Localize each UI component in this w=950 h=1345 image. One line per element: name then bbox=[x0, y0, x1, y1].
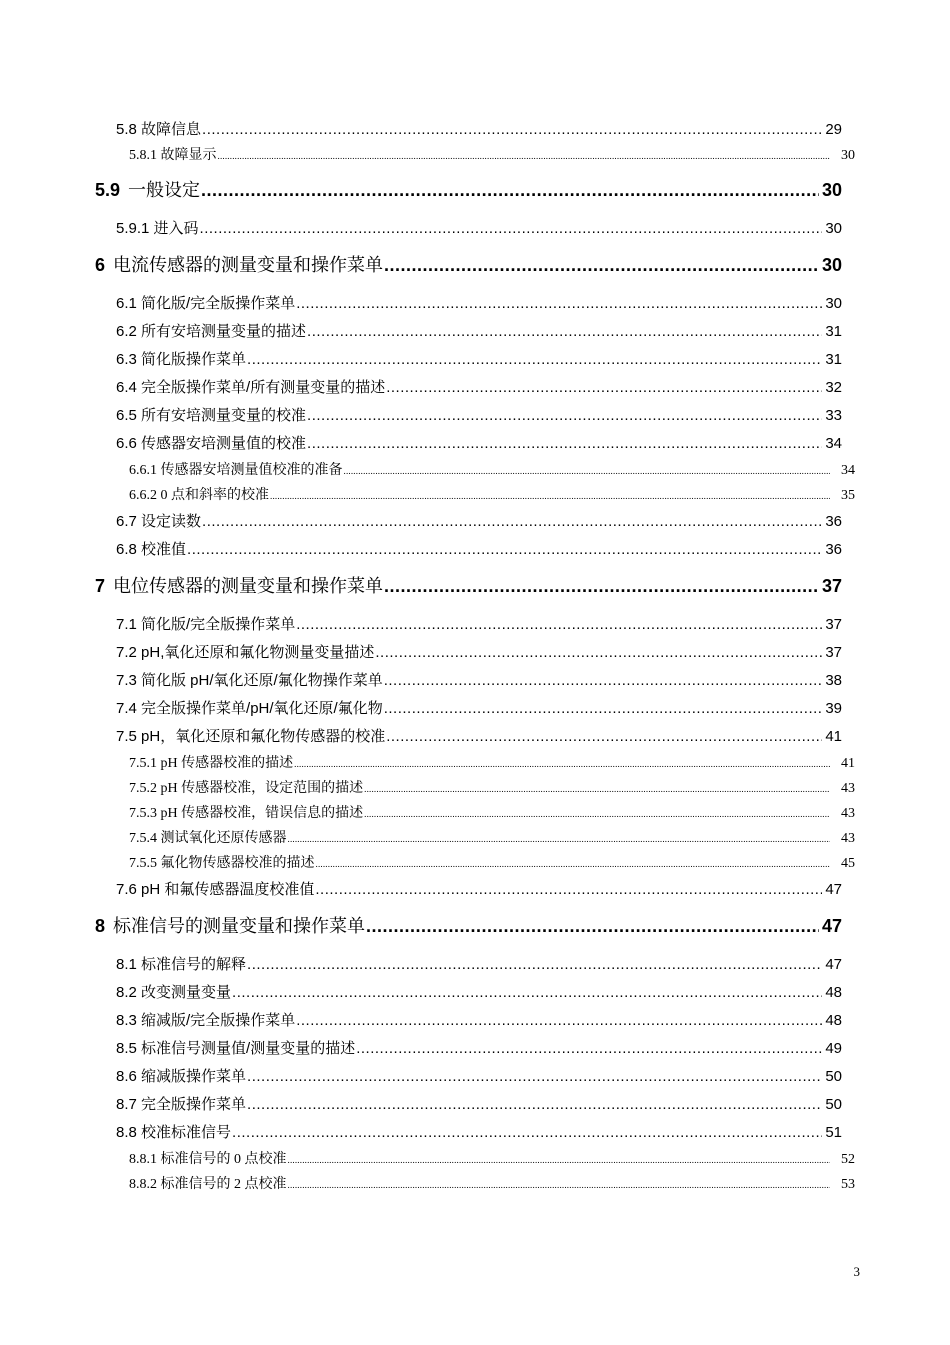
toc-entry-6-7[interactable] bbox=[116, 510, 842, 530]
toc-page-number: 48 bbox=[825, 984, 842, 1001]
toc-page-number: 47 bbox=[821, 916, 842, 936]
toc-page-number: 47 bbox=[825, 881, 842, 898]
toc-page-number: 43 bbox=[841, 781, 855, 796]
toc-leader bbox=[187, 541, 822, 558]
toc-page-number: 41 bbox=[825, 728, 842, 745]
toc-page-number: 50 bbox=[825, 1096, 842, 1113]
toc-entry-label: 5.9.1 进入码 bbox=[116, 220, 199, 237]
toc-leader bbox=[202, 513, 822, 530]
toc-entry-label: 6.8 校准值 bbox=[116, 541, 187, 558]
toc-entry-label: 5.8.1 故障显示 bbox=[129, 148, 217, 163]
toc-leader bbox=[384, 672, 823, 689]
toc-entry-label: 6.2 所有安培测量变量的描述 bbox=[116, 323, 307, 340]
toc-page-number: 36 bbox=[825, 541, 842, 558]
toc-entry-7-6[interactable] bbox=[116, 878, 842, 898]
toc-leader bbox=[200, 220, 823, 237]
toc-entry-6-6-1[interactable] bbox=[129, 459, 855, 477]
toc-entry-8-3[interactable] bbox=[116, 1009, 842, 1029]
toc-page-number: 32 bbox=[825, 379, 842, 396]
toc-leader bbox=[247, 956, 822, 973]
toc-entry-label: 7.5.4 测试氧化还原传感器 bbox=[129, 831, 287, 846]
toc-entry-label: 7.2 pH,氧化还原和氟化物测量变量描述 bbox=[116, 644, 375, 661]
toc-page-number: 34 bbox=[841, 463, 855, 478]
toc-entry-6-6[interactable] bbox=[116, 432, 842, 452]
toc-page-number: 30 bbox=[841, 148, 855, 163]
toc-section-number: 5.9 bbox=[95, 180, 121, 200]
toc-entry-label: 5.8 故障信息 bbox=[116, 121, 202, 138]
toc-section-number: 8 bbox=[95, 916, 106, 936]
toc-page-number: 50 bbox=[825, 1068, 842, 1085]
toc-leader bbox=[364, 809, 830, 819]
toc-leader bbox=[344, 466, 831, 476]
toc-entry-6-4[interactable] bbox=[116, 376, 842, 396]
toc-entry-6-3[interactable] bbox=[116, 348, 842, 368]
toc-entry-8-8-1[interactable] bbox=[129, 1148, 855, 1166]
toc-entry-8-1[interactable] bbox=[116, 953, 842, 973]
toc-leader bbox=[247, 1096, 822, 1113]
toc-leader bbox=[386, 379, 822, 396]
toc-entry-label: 8.7 完全版操作菜单 bbox=[116, 1096, 247, 1113]
toc-leader bbox=[201, 180, 819, 201]
toc-page-number: 37 bbox=[825, 644, 842, 661]
footer-page-number: 3 bbox=[853, 1264, 860, 1279]
toc-leader bbox=[315, 881, 822, 898]
toc-entry-8-5[interactable] bbox=[116, 1037, 842, 1057]
toc-entry-label: 6.1 简化版/完全版操作菜单 bbox=[116, 295, 296, 312]
toc-leader bbox=[307, 435, 822, 452]
toc-section-number: 6 bbox=[95, 255, 106, 275]
toc-entry-6-1[interactable] bbox=[116, 292, 842, 312]
toc-leader bbox=[270, 491, 830, 501]
toc-entry-8[interactable] bbox=[95, 912, 842, 936]
toc-page-number: 53 bbox=[841, 1177, 855, 1192]
toc-entry-label: 电流传感器的测量变量和操作菜单 bbox=[113, 255, 384, 275]
toc-page-number: 30 bbox=[825, 220, 842, 237]
toc-leader bbox=[386, 728, 822, 745]
toc-page-number: 51 bbox=[825, 1124, 842, 1141]
toc-entry-5-9-1[interactable] bbox=[116, 217, 842, 237]
toc-leader bbox=[366, 916, 819, 937]
toc-entry-7-5-1[interactable] bbox=[129, 752, 855, 770]
toc-entry-6[interactable] bbox=[95, 251, 842, 275]
toc-entry-label: 8.6 缩减版操作菜单 bbox=[116, 1068, 247, 1085]
toc-page-number: 31 bbox=[825, 323, 842, 340]
toc-entry-5-8-1[interactable] bbox=[129, 144, 855, 162]
toc-entry-7-5-5[interactable] bbox=[129, 852, 855, 870]
toc-entry-7-4[interactable] bbox=[116, 697, 842, 717]
toc-leader bbox=[384, 255, 819, 276]
toc-page-number: 30 bbox=[821, 180, 842, 200]
toc-entry-6-5[interactable] bbox=[116, 404, 842, 424]
toc-page-number: 33 bbox=[825, 407, 842, 424]
toc-entry-label: 8.5 标准信号测量值/测量变量的描述 bbox=[116, 1040, 356, 1057]
toc-leader bbox=[247, 1068, 822, 1085]
toc-entry-label: 6.6.2 0 点和斜率的校准 bbox=[129, 488, 269, 503]
toc-entry-7-5-4[interactable] bbox=[129, 827, 855, 845]
toc-page-number: 36 bbox=[825, 513, 842, 530]
toc-leader bbox=[296, 295, 822, 312]
toc-entry-label: 7.1 简化版/完全版操作菜单 bbox=[116, 616, 296, 633]
toc-entry-label: 一般设定 bbox=[128, 180, 201, 200]
toc-leader bbox=[288, 1155, 831, 1165]
toc-leader bbox=[296, 616, 822, 633]
toc-page-number: 48 bbox=[825, 1012, 842, 1029]
toc-page-number: 38 bbox=[825, 672, 842, 689]
toc-leader bbox=[356, 1040, 822, 1057]
toc-page-number: 43 bbox=[841, 806, 855, 821]
toc-entry-label: 7.5.3 pH 传感器校准，错误信息的描述 bbox=[129, 806, 364, 821]
toc-entry-label: 7.3 简化版 pH/氧化还原/氟化物操作菜单 bbox=[116, 672, 383, 689]
toc-page-number: 49 bbox=[825, 1040, 842, 1057]
toc-entry-8-7[interactable] bbox=[116, 1093, 842, 1113]
toc-leader bbox=[202, 121, 822, 138]
toc-entry-label: 8.1 标准信号的解释 bbox=[116, 956, 247, 973]
toc-entry-label: 6.4 完全版操作菜单/所有测量变量的描述 bbox=[116, 379, 386, 396]
toc-entry-label: 6.6 传感器安培测量值的校准 bbox=[116, 435, 307, 452]
toc-entry-label: 7.4 完全版操作菜单/pH/氧化还原/氟化物 bbox=[116, 700, 383, 717]
toc-leader bbox=[232, 984, 822, 1001]
toc-entry-label: 6.5 所有安培测量变量的校准 bbox=[116, 407, 307, 424]
toc-leader bbox=[307, 407, 822, 424]
toc-entry-7-5-3[interactable] bbox=[129, 802, 855, 820]
toc-page-number: 37 bbox=[821, 576, 842, 596]
toc-entry-label: 6.6.1 传感器安培测量值校准的准备 bbox=[129, 463, 343, 478]
toc-entry-label: 8.8.1 标准信号的 0 点校准 bbox=[129, 1152, 287, 1167]
toc-entry-8-8[interactable] bbox=[116, 1121, 842, 1141]
toc-entry-6-8[interactable] bbox=[116, 538, 842, 558]
toc-entry-7-5[interactable] bbox=[116, 725, 842, 745]
toc-page-number: 30 bbox=[825, 295, 842, 312]
toc-entry-7-1[interactable] bbox=[116, 613, 842, 633]
toc-leader bbox=[247, 351, 822, 368]
toc-leader bbox=[288, 834, 831, 844]
toc-page-number: 45 bbox=[841, 856, 855, 871]
toc-page-number: 43 bbox=[841, 831, 855, 846]
toc-entry-label: 7.5.5 氟化物传感器校准的描述 bbox=[129, 856, 315, 871]
toc-entry-label: 7.5 pH，氧化还原和氟化物传感器的校准 bbox=[116, 728, 386, 745]
toc-entry-label: 8.3 缩减版/完全版操作菜单 bbox=[116, 1012, 296, 1029]
toc-entry-label: 7.6 pH 和氟传感器温度校准值 bbox=[116, 881, 315, 898]
toc-page-number: 41 bbox=[841, 756, 855, 771]
toc-entry-label: 8.8 校准标准信号 bbox=[116, 1124, 232, 1141]
toc-entry-5-9[interactable] bbox=[95, 176, 842, 200]
toc-page-number: 34 bbox=[825, 435, 842, 452]
toc-entry-label: 8.2 改变测量变量 bbox=[116, 984, 232, 1001]
toc-leader bbox=[384, 700, 823, 717]
toc-leader bbox=[232, 1124, 822, 1141]
toc-section-number: 7 bbox=[95, 576, 106, 596]
toc-leader bbox=[288, 1180, 831, 1190]
toc-entry-7[interactable] bbox=[95, 572, 842, 596]
toc-page-number: 37 bbox=[825, 616, 842, 633]
toc-page-number: 35 bbox=[841, 488, 855, 503]
toc-entry-label: 8.8.2 标准信号的 2 点校准 bbox=[129, 1177, 287, 1192]
toc-entry-8-2[interactable] bbox=[116, 981, 842, 1001]
toc-leader bbox=[316, 859, 831, 869]
toc-entry-label: 6.3 简化版操作菜单 bbox=[116, 351, 247, 368]
toc-entry-label: 标准信号的测量变量和操作菜单 bbox=[113, 916, 366, 936]
toc-leader bbox=[296, 1012, 822, 1029]
toc-entry-label: 6.7 设定读数 bbox=[116, 513, 202, 530]
toc-entry-6-6-2[interactable] bbox=[129, 484, 855, 502]
toc-entry-label: 7.5.2 pH 传感器校准，设定范围的描述 bbox=[129, 781, 364, 796]
toc-page-number: 47 bbox=[825, 956, 842, 973]
toc-leader bbox=[307, 323, 822, 340]
toc-entry-label: 7.5.1 pH 传感器校准的描述 bbox=[129, 756, 294, 771]
toc-leader bbox=[375, 644, 822, 661]
toc-entry-7-5-2[interactable] bbox=[129, 777, 855, 795]
toc-entry-8-6[interactable] bbox=[116, 1065, 842, 1085]
toc-entry-label: 电位传感器的测量变量和操作菜单 bbox=[113, 576, 384, 596]
toc-leader bbox=[294, 759, 830, 769]
toc-leader bbox=[218, 151, 831, 161]
toc-page-number: 31 bbox=[825, 351, 842, 368]
toc-entry-7-2[interactable] bbox=[116, 641, 842, 661]
toc-page-number: 30 bbox=[821, 255, 842, 275]
toc-leader bbox=[364, 784, 830, 794]
toc-page-number: 39 bbox=[825, 700, 842, 717]
toc-entry-8-8-2[interactable] bbox=[129, 1173, 855, 1191]
toc-entry-6-2[interactable] bbox=[116, 320, 842, 340]
toc-entry-5-8[interactable] bbox=[116, 118, 842, 138]
toc-leader bbox=[384, 576, 819, 597]
toc-page-number: 29 bbox=[825, 121, 842, 138]
toc-page-number: 52 bbox=[841, 1152, 855, 1167]
toc-entry-7-3[interactable] bbox=[116, 669, 842, 689]
